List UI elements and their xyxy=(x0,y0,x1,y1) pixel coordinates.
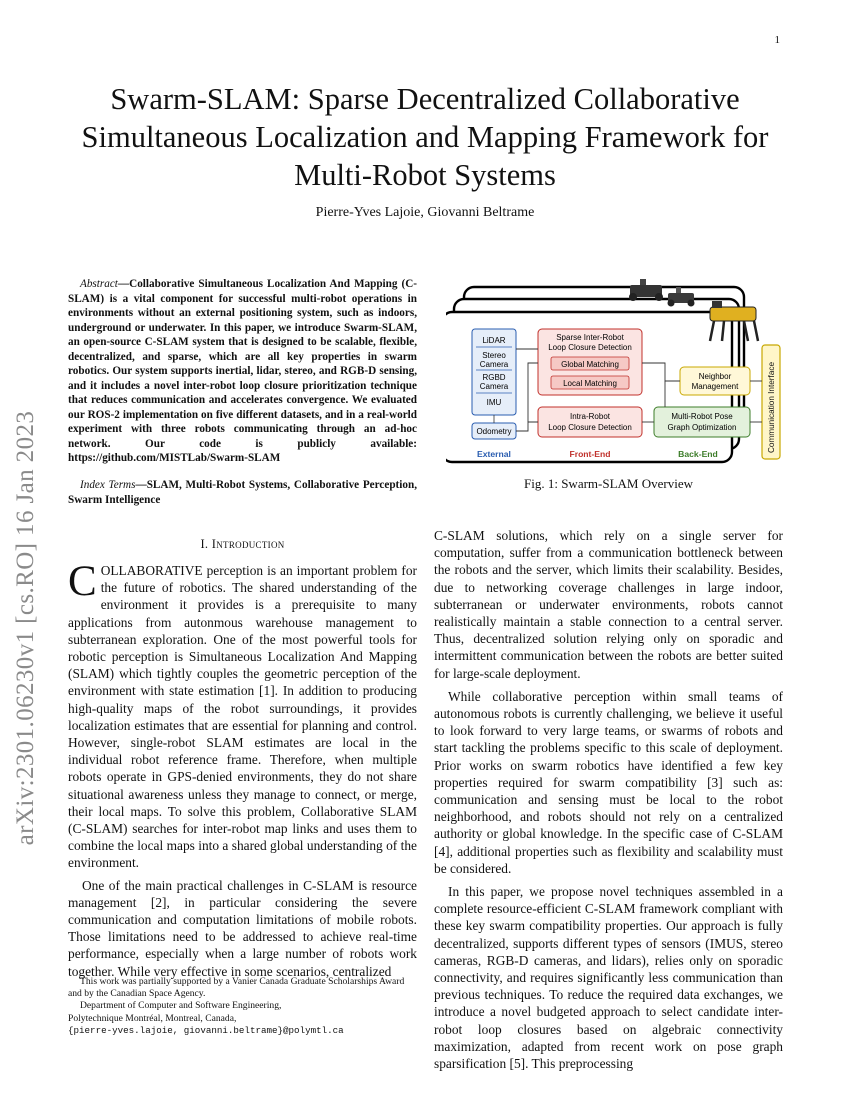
paper-title: Swarm-SLAM: Sparse Decentralized Collaborative Simultaneous Localization and Mapping Framework for Multi-Robot Systems xyxy=(81,82,769,192)
right-paragraph-1: C-SLAM solutions, which rely on a single server for computation, suffer from a communication bottleneck between the robots and the server, which limits their scalability. Besides, due to networking coverage challenges in large indoor, subterranean or underwater environments, robots cannot realistically maintain a stable connection to a central server. Thus, decentralized solution relying only on sporadic and intermittent communication between the robots are better suited for large-scale deployment. xyxy=(434,528,783,681)
label-frontend: Front-End xyxy=(569,449,611,459)
intra-robot-line1: Intra-Robot xyxy=(569,412,611,421)
page-number: 1 xyxy=(774,34,780,46)
section-heading xyxy=(68,537,417,552)
pose-graph-line1: Multi-Robot Pose xyxy=(671,412,733,421)
architecture-diagram xyxy=(440,279,785,465)
sensor-rgbd: RGBD xyxy=(482,373,506,382)
intro-paragraph-2: One of the main practical challenges in C-SLAM is resource management [2], in particular considering the severe communication and computation limitations of mobile robots. Those limitations need to be addressed to achieve real-time performance, especially when a large number of robots work together. While very effective in some scenarios, centralized xyxy=(68,877,417,979)
right-paragraph-2: While collaborative perception within small teams of autonomous robots is currently challenging, we believe it useful to look forward to very large teams, or swarms of robots and start tackling the problems specific to this scale of deployment. Prior works on swarm robotics have identified a few key properties required for swarm compatibility [3] such as: communication and sensing must be local to the robot neighborhood, and robots should not rely on a centralized authority or global knowledge. In the specific case of C-SLAM [4], additional properties such as flexibility and scalability must be considered. xyxy=(434,688,783,876)
intro-paragraph-1 xyxy=(68,558,417,872)
label-backend: Back-End xyxy=(678,449,718,459)
footnote-emails: {pierre-yves.lajoie, giovanni.beltrame}@polymtl.ca xyxy=(68,1024,344,1036)
footnote xyxy=(68,976,417,1037)
footnote-department: Department of Computer and Software Engineering, xyxy=(80,1000,282,1012)
sparse-inter-robot-line2: Loop Closure Detection xyxy=(548,343,632,352)
arxiv-identifier: arXiv:2301.06230v1 [cs.RO] 16 Jan 2023 xyxy=(12,410,39,846)
first-word: OLLABORATIVE xyxy=(100,563,203,578)
paper-authors: Pierre-Yves Lajoie, Giovanni Beltrame xyxy=(315,205,535,220)
section-number: I. xyxy=(200,537,209,551)
sparse-inter-robot-line1: Sparse Inter-Robot xyxy=(556,333,624,342)
odometry-label: Odometry xyxy=(476,427,512,436)
sensor-rgbd-camera: Camera xyxy=(479,382,509,391)
sensor-stereo: Stereo xyxy=(482,351,506,360)
local-matching-label: Local Matching xyxy=(563,379,617,388)
intro-p1-text: perception is an important problem for the future of robotics. The shared understanding of the environment it provides is a prerequisite to many applications from autonmous warehouse management to subterranean exploration. One of the most powerful tools for robotic perception is Simultaneous Localization And Mapping (SLAM) which tightly couples the geometric perception of the environment with state estimation [1]. In addition to producing high-quality maps of the robot surroundings, it provides localization estimates that are essential for planning and control. However, single-robot SLAM estimates are local in the individual robot reference frame. Therefore, when multiple robots operate in GPS-denied environments, they do not share situational awareness unless they manage to connect, or merge, their local maps. To solve this problem, Collaborative SLAM (C-SLAM) searches for inter-robot map links and uses them to combine the local maps into a shared global understanding of the environment. xyxy=(68,563,417,871)
frame-mask xyxy=(440,304,446,464)
right-column-text xyxy=(434,527,783,1078)
introduction-left-column xyxy=(68,558,417,980)
figure-caption: Fig. 1: Swarm-SLAM Overview xyxy=(524,476,693,491)
index-terms-text: —SLAM, Multi-Robot Systems, Collaborative Perception, Swarm Intelligence xyxy=(68,479,418,506)
intra-robot-line2: Loop Closure Detection xyxy=(548,423,632,432)
drop-cap: C xyxy=(68,558,97,605)
section-title: Introduction xyxy=(211,537,285,551)
neighbor-management-line1: Neighbor xyxy=(698,372,732,381)
footnote-funding: This work was partially supported by a Vanier Canada Graduate Scholarships Award and by the Canadian Space Agency. xyxy=(68,976,405,1000)
right-paragraph-3: In this paper, we propose novel techniques assembled in a complete resource-efficient C-SLAM framework compliant with these key swarm compatibility properties. Our approach is fully decentralized, supports different types of sensors (IMUS, stereo cameras, RGB-D cameras, and lidars), relies only on sporadic connectivity, and requires significantly less communication than previous techniques. To reduce the required data exchanges, we introduce a novel budgeted approach to select candidate inter-robot loop closures based on algebraic connectivity maximization, adapted from recent work on pose graph sparsification [5]. This preprocessing xyxy=(434,884,783,1072)
sensor-lidar: LiDAR xyxy=(482,336,506,345)
abstract-lead: Abstract xyxy=(80,278,118,290)
label-external: External xyxy=(477,449,511,459)
footnote-institution: Polytechnique Montréal, Montreal, Canada, xyxy=(68,1012,237,1024)
index-terms-lead: Index Terms xyxy=(80,479,136,491)
abstract xyxy=(68,277,417,466)
figure-swarm-slam-overview xyxy=(440,279,785,465)
sensor-imu: IMU xyxy=(486,398,502,407)
index-terms xyxy=(68,478,417,507)
pose-graph-line2: Graph Optimization xyxy=(667,423,737,432)
sensor-stereo-camera: Camera xyxy=(479,360,509,369)
global-matching-label: Global Matching xyxy=(561,360,619,369)
communication-interface-label: Communication Interface xyxy=(767,361,776,453)
neighbor-management-line2: Management xyxy=(691,382,739,391)
abstract-text: —Collaborative Simultaneous Localization And Mapping (C-SLAM) is a vital component for successful multi-robot operations in environments without an external positioning system, such as indoors, underground or underwater. In this paper, we introduce Swarm-SLAM, an open-source C-SLAM system that is designed to be scalable, flexible, decentralized, and sparse, which are all key properties in swarm robotics. Our system supports inertial, lidar, stereo, and RGB-D sensing, and it includes a novel inter-robot loop closure prioritization technique that reduces communication and accelerates convergence. We evaluated our ROS-2 implementation on five different datasets, and in a real-world experiment with three robots communicating through an ad-hoc network. Our code is publicly available: https://github.com/MISTLab/Swarm-SLAM xyxy=(68,278,417,464)
